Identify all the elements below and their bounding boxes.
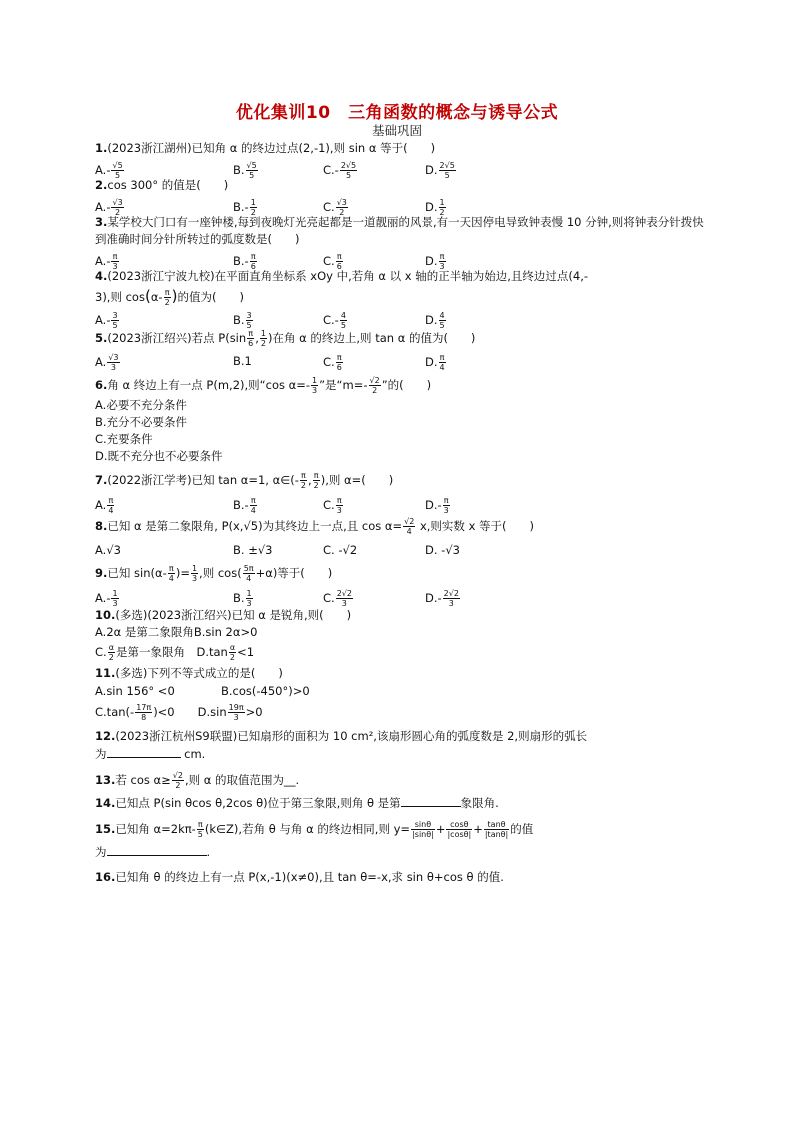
option-d: D. $\frac{4}{5}$ — [425, 311, 445, 330]
question-12-cont: 为 cm. — [95, 747, 206, 761]
fraction: $\frac{1}{2}$ — [439, 198, 445, 217]
fraction: $\frac{4}{5}$ — [340, 311, 346, 330]
fraction: $\frac{\pi}{6}$ — [248, 329, 254, 348]
question-4-cont: 3),则 cos(α- $\frac{\pi}{2}$ )的值为( ) — [95, 287, 244, 307]
option-d: D. $\frac{2√5}{5}$ — [425, 161, 455, 180]
question-number: 13. — [95, 773, 116, 787]
option-b: B. $\frac{3}{5}$ — [233, 311, 252, 330]
fraction: $\frac{\pi}{4}$ — [168, 564, 174, 583]
option-b: B.- $\frac{\pi}{6}$ — [233, 252, 256, 271]
question-number: 7. — [95, 473, 108, 487]
question-9: 9.已知 sin(α- $\frac{\pi}{4}$ )= $\frac{1}{3}$ ,则 cos( $\frac{5\pi}{4}$ +α)等于( ) — [95, 564, 333, 583]
fraction: $\frac{2√2}{3}$ — [336, 589, 352, 608]
page-title: 优化集训10 三角函数的概念与诱导公式 — [235, 103, 559, 123]
fraction: $\frac{\pi}{5}$ — [197, 820, 203, 839]
fraction: $\frac{\alpha}{2}$ — [229, 643, 236, 662]
answer-blank[interactable] — [107, 745, 181, 758]
option-a: A. $\frac{\pi}{4}$ — [95, 496, 114, 515]
fraction: $\frac{\cos\theta}{|\cos\theta|}$ — [447, 820, 472, 839]
question-12: 12.(2023浙江杭州S9联盟)已知扇形的面积为 10 cm²,该扇形圆心角的弧度数是 2,则扇形的弧长 — [95, 729, 588, 743]
question-16: 16.已知角 θ 的终边上有一点 P(x,-1)(x≠0),且 tan θ=-x,求 sin θ+cos θ 的值. — [95, 870, 504, 884]
fraction: $\frac{1}{3}$ — [312, 376, 318, 395]
option-a: A.√3 — [95, 543, 121, 557]
option-d: D.tan $\frac{\alpha}{2}$ <1 — [196, 643, 255, 662]
fraction: $\frac{\pi}{4}$ — [439, 353, 445, 372]
fraction: $\frac{\pi}{3}$ — [112, 252, 118, 271]
fraction: $\frac{1}{3}$ — [112, 589, 118, 608]
question-number: 8. — [95, 519, 108, 533]
question-13: 13.若 cos α≥ $\frac{√2}{2}$ ,则 α 的取值范围为__. — [95, 771, 300, 790]
option-b: B.充分不必要条件 — [95, 415, 188, 429]
fraction: $\frac{1}{2}$ — [250, 198, 256, 217]
fraction: $\frac{\pi}{4}$ — [108, 496, 114, 515]
question-number: 16. — [95, 870, 116, 884]
question-number: 15. — [95, 822, 116, 836]
option-c: C. $\frac{2√2}{3}$ — [323, 589, 352, 608]
options-row — [95, 624, 705, 641]
option-c: C. $\frac{\pi}{6}$ — [323, 252, 342, 271]
question-stem: cos 300° 的值是( ) — [107, 178, 229, 192]
fraction: $\frac{\pi}{2}$ — [164, 288, 170, 307]
fraction: $\frac{\pi}{2}$ — [300, 471, 306, 490]
question-14: 14.已知点 P(sin θcos θ,2cos θ)位于第三象限,则角 θ 是第 象限角. — [95, 796, 499, 810]
option-a: A. $\frac{√3}{3}$ — [95, 353, 119, 372]
question-7: 7.(2022浙江学考)已知 tan α=1, α∈(- $\frac{\pi}{2}$ , $\frac{\pi}{2}$ ),则 α=( ) — [95, 471, 394, 490]
answer-blank[interactable] — [401, 794, 461, 807]
question-number: 11. — [95, 666, 116, 680]
fraction: $\frac{\pi}{4}$ — [250, 496, 256, 515]
fraction: $\frac{5\pi}{4}$ — [243, 564, 254, 583]
option-d: D.- $\frac{2√2}{3}$ — [425, 589, 459, 608]
options-row — [95, 248, 705, 271]
question-number: 1. — [95, 141, 108, 155]
question-2 — [95, 177, 705, 194]
fraction: $\frac{√5}{5}$ — [112, 161, 123, 180]
fraction: $\frac{2√5}{5}$ — [340, 161, 357, 180]
fraction: $\frac{3}{5}$ — [246, 311, 252, 330]
question-number: 6. — [95, 378, 108, 392]
question-15: 15.已知角 α=2kπ- $\frac{\pi}{5}$ (k∈Z),若角 θ 与角 α 的终边相同,则 y= $\frac{\sin\theta}{|\sin\theta|}$ + $\frac{\cos\theta}{|\cos\theta|}$ + $\frac{\tan\theta}{|\tan\theta|}$ 的值 — [95, 820, 534, 839]
option-b: B. $\frac{√5}{5}$ — [233, 161, 257, 180]
options-row — [95, 307, 705, 330]
options-row — [95, 492, 705, 515]
fraction: $\frac{√3}{2}$ — [112, 198, 123, 217]
fraction: $\frac{√3}{2}$ — [336, 198, 347, 217]
option-d: D.sin $\frac{19\pi}{3}$ >0 — [197, 703, 263, 722]
option-d: D. $\frac{\pi}{4}$ — [425, 353, 445, 372]
fraction: $\frac{19\pi}{3}$ — [228, 703, 244, 722]
option-b: B.sin 2α>0 — [193, 625, 258, 639]
question-number: 4. — [95, 269, 108, 283]
fraction: $\frac{17\pi}{8}$ — [136, 703, 152, 722]
fraction: $\frac{\pi}{3}$ — [336, 496, 342, 515]
question-3 — [95, 214, 705, 248]
option-d: D.- $\frac{\pi}{3}$ — [425, 496, 449, 515]
question-number: 2. — [95, 178, 108, 192]
option-c: C. $\frac{√3}{2}$ — [323, 198, 347, 217]
options-row — [95, 585, 705, 608]
question-5: 5.(2023浙江绍兴)若点 P(sin $\frac{\pi}{6}$ , $\frac{1}{2}$ )在角 α 的终边上,则 tan α 的值为( ) — [95, 329, 476, 348]
fraction: $\frac{4}{5}$ — [439, 311, 445, 330]
option-c: C. -√2 — [323, 543, 358, 557]
option-c: C.- $\frac{2√5}{5}$ — [323, 161, 357, 180]
option-d: D. $\frac{1}{2}$ — [425, 198, 445, 217]
option-c: C.tan(- $\frac{17\pi}{8}$ )<0 — [95, 703, 175, 722]
options-row — [95, 682, 705, 700]
question-10: 10.(多选)(2023浙江绍兴)已知 α 是锐角,则( ) — [95, 608, 352, 622]
option-c: C.- $\frac{4}{5}$ — [323, 311, 346, 330]
options-row — [95, 538, 705, 558]
option-a: A.- $\frac{√5}{5}$ — [95, 161, 123, 180]
answer-blank[interactable] — [107, 843, 207, 856]
fraction: $\frac{2√5}{5}$ — [439, 161, 455, 180]
fraction: $\frac{√3}{3}$ — [108, 353, 119, 372]
question-number: 5. — [95, 331, 108, 345]
fraction: $\frac{\alpha}{2}$ — [108, 643, 114, 662]
option-c: C.充要条件 — [95, 432, 153, 446]
fraction: $\frac{\pi}{6}$ — [250, 252, 256, 271]
options-row — [95, 349, 705, 372]
question-number: 3. — [95, 215, 108, 229]
question-number: 9. — [95, 566, 108, 580]
option-b: B.- $\frac{1}{2}$ — [233, 198, 256, 217]
option-a: A.2α 是第二象限角 — [95, 625, 194, 639]
section-heading: 基础巩固 — [371, 123, 422, 138]
option-d: D. $\frac{\pi}{3}$ — [425, 252, 445, 271]
question-15-cont: 为 . — [95, 845, 211, 859]
option-b: B. $\frac{1}{3}$ — [233, 589, 252, 608]
fraction: $\frac{\pi}{2}$ — [313, 471, 319, 490]
fraction: $\frac{3}{5}$ — [112, 311, 118, 330]
fraction: $\frac{\pi}{3}$ — [443, 496, 449, 515]
question-number: 10. — [95, 608, 116, 622]
fraction: $\frac{1}{2}$ — [260, 329, 267, 348]
option-b: B. ±√3 — [233, 543, 273, 557]
question-stem: 某学校大门口有一座钟楼,每到夜晚灯光亮起都是一道靓丽的风景,有一天因停电导致钟表慢 10 分钟,则将钟表分针拨快到准确时间分针所转过的弧度数是( ) — [95, 215, 704, 246]
option-d: D. -√3 — [425, 543, 460, 557]
fraction: $\frac{\pi}{6}$ — [336, 353, 342, 372]
question-list — [95, 140, 705, 887]
options-row — [95, 157, 705, 180]
question-6: 6.角 α 终边上有一点 P(m,2),则“cos α=- $\frac{1}{3}$ ”是“m=- $\frac{√2}{2}$ ”的( ) — [95, 376, 432, 395]
option-b: B.1 — [233, 354, 252, 368]
option-a: A.- $\frac{√3}{2}$ — [95, 198, 123, 217]
options-row — [95, 641, 705, 663]
question-number: 14. — [95, 796, 116, 810]
option-d: D.既不充分也不必要条件 — [95, 449, 223, 463]
fraction: $\frac{√2}{4}$ — [404, 517, 415, 536]
fraction: $\frac{\sin\theta}{|\sin\theta|}$ — [412, 820, 434, 839]
options-row — [95, 194, 705, 217]
fraction: $\frac{\tan\theta}{|\tan\theta|}$ — [484, 820, 509, 839]
option-a: A.- $\frac{1}{3}$ — [95, 589, 118, 608]
fraction: $\frac{2√2}{3}$ — [443, 589, 459, 608]
option-b: B.cos(-450°)>0 — [221, 684, 310, 698]
fraction: $\frac{1}{3}$ — [191, 564, 198, 583]
question-8: 8.已知 α 是第二象限角, P(x,√5)为其终边上一点,且 cos α= $\frac{√2}{4}$ x,则实数 x 等于( ) — [95, 517, 535, 536]
fraction: $\frac{√5}{5}$ — [246, 161, 257, 180]
options-row — [95, 700, 705, 724]
question-4 — [95, 268, 705, 285]
option-c: C. $\frac{\alpha}{2}$ 是第一象限角 — [95, 643, 185, 662]
option-a: A.必要不充分条件 — [95, 398, 187, 412]
fraction: $\frac{\pi}{3}$ — [439, 252, 445, 271]
question-stem: (2023浙江宁波九校)在平面直角坐标系 xOy 中,若角 α 以 x 轴的正半轴为始边,且终边过点(4,- — [107, 269, 589, 283]
fraction: $\frac{1}{3}$ — [246, 589, 252, 608]
question-11: 11.(多选)下列不等式成立的是( ) — [95, 666, 283, 680]
question-number: 12. — [95, 729, 116, 743]
question-1 — [95, 140, 705, 157]
option-a: A.- $\frac{3}{5}$ — [95, 311, 118, 330]
fraction: $\frac{√2}{2}$ — [172, 771, 183, 790]
option-b: B.- $\frac{\pi}{4}$ — [233, 496, 256, 515]
option-c: C. $\frac{\pi}{3}$ — [323, 496, 342, 515]
fraction: $\frac{\pi}{6}$ — [336, 252, 342, 271]
option-a: A.sin 156° <0 — [95, 684, 175, 698]
option-a: A.- $\frac{\pi}{3}$ — [95, 252, 118, 271]
fraction: $\frac{√2}{2}$ — [369, 376, 380, 395]
question-stem: (2023浙江湖州)已知角 α 的终边过点(2,-1),则 sin α 等于( ) — [107, 141, 436, 155]
option-c: C. $\frac{\pi}{6}$ — [323, 353, 342, 372]
